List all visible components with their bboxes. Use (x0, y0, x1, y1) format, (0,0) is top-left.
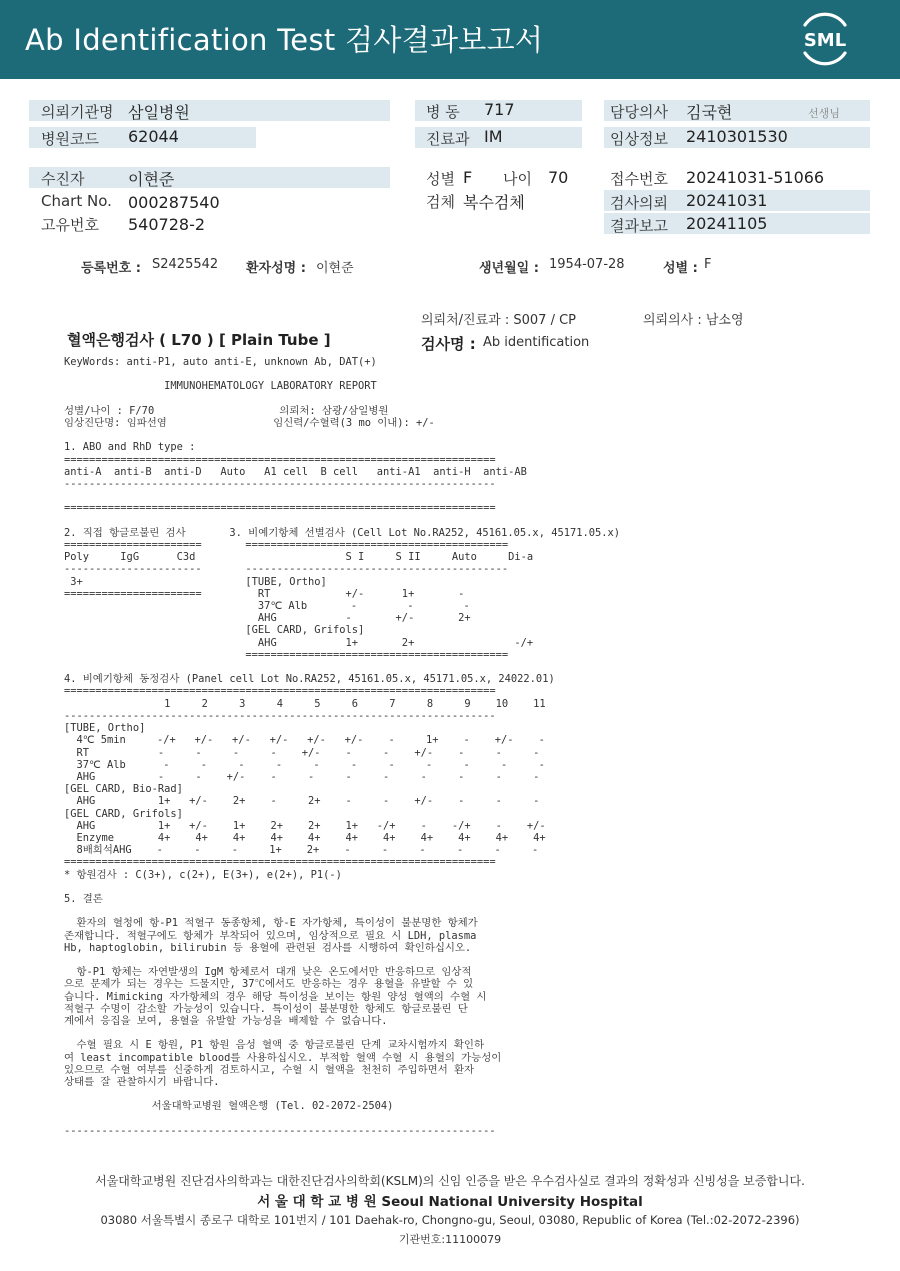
reg-label: 등록번호 : (81, 261, 141, 276)
doctor-suffix: 선생님 (808, 107, 840, 120)
ward-value: 717 (484, 100, 515, 119)
patient-value: 이현준 (128, 170, 175, 189)
report-header (0, 0, 900, 79)
certification-note: 서울대학교병원 진단검사의학과는 대한진단검사의학회(KSLM)의 신임 인증을 받은 우수검사실로 결과의 정확성과 신빙성을 보증합니다. (95, 1174, 805, 1188)
receipt-value: 20241031-51066 (686, 168, 825, 187)
test-value: Ab identification (483, 335, 590, 350)
doctor-value: 김국현 (686, 103, 733, 122)
patient-label: 수진자 (41, 170, 85, 188)
lab-report-text: KeyWords: anti-P1, auto anti-E, unknown Ab, DAT(+) IMMUNOHEMATOLOGY LABORATORY REPORT 성별/나이 : F/70 의뢰처: 삼광/삼일병원 임상진단명: 임파선염 임신력/수혈력(3 mo 이내): +/- 1. ABO and RhD type : ===================================================================== anti-A anti-B anti-D Auto A1 cell B cell anti-A1 anti-H anti-AB --------------------------------------------------------------------- ===================================================================== 2. 직접 항글로불린 검사 3. 비예기항체 선별검사 (Cell Lot No.RA252, 45161.05.x, 45171.05.x) ====================== ========================================== Poly IgG C3d S I S II Auto Di-a ---------------------- ------------------------------------------ 3+ [TUBE, Ortho] ====================== RT +/- 1+ - 37℃ Alb - - - AHG - +/- 2+ [GEL CARD, Grifols] AHG 1+ 2+ -/+ ========================================== 4. 비예기항체 동정검사 (Panel cell Lot No.RA252, 45161.05.x, 45171.05.x, 24022.01) ===================================================================== 1 2 3 4 5 6 7 8 9 10 11 --------------------------------------------------------------------- [TUBE, Ortho] 4℃ 5min -/+ +/- +/- +/- +/- +/- - 1+ - +/- - RT - - - - +/- - - +/- - - - 37℃ Alb - - - - - - - - - - - AHG - - +/- - - - - - - - - [GEL CARD, Bio-Rad] AHG 1+ +/- 2+ - 2+ - - +/- - - - [GEL CARD, Grifols] AHG 1+ +/- 1+ 2+ 2+ 1+ -/+ - -/+ - +/- Enzyme 4+ 4+ 4+ 4+ 4+ 4+ 4+ 4+ 4+ 4+ 4+ 8배희석AHG - - - 1+ 2+ - - - - - - ===================================================================== * 항원검사 : C(3+), c(2+), E(3+), e(2+), P1(-) 5. 결론 환자의 혈청에 항-P1 적혈구 동종항체, 항-E 자가항체, 특이성이 불분명한 항체가 존재합니다. 적혈구에도 항체가 부착되어 있으며, 임상적으로 필요 시 LDH, plasma Hb, haptoglobin, bilirubin 등 용혈에 관련된 검사를 시행하여 확인하십시오. 항-P1 항체는 자연발생의 IgM 항체로서 대개 낮은 온도에서만 반응하므로 임상적 으로 문제가 되는 경우는 드물지만, 37℃에서도 반응하는 경우 용혈을 유발할 수 있 습니다. Mimicking 자가항체의 경우 해당 특이성을 보이는 항원 양성 혈액의 수혈 시 적혈구 수명이 감소할 가능성이 있습니다. 특이성이 불분명한 항체도 항글로불린 단 계에서 응집을 보여, 용혈을 유발할 가능성을 배제할 수 없습니다. 수혈 필요 시 E 항원, P1 항원 음성 혈액 중 항글로불린 단계 교차시험까지 확인하 여 least incompatible blood를 사용하십시오. 부적합 혈액 수혈 시 용혈의 가능성이 있으므로 수혈 여부를 신중하게 검토하시고, 수혈 시 혈액을 천천히 주입하면서 환자 상태를 잘 관찰하시기 바랍니다. 서울대학교병원 혈액은행 (Tel. 02-2072-2504) --------------------------------------------------------------------- (64, 356, 621, 1137)
clinical-label: 임상정보 (610, 130, 668, 148)
institution-label: 의뢰기관명 (41, 103, 114, 121)
result-label: 결과보고 (610, 217, 668, 235)
sml-logo-icon (796, 12, 854, 66)
clinical-value: 2410301530 (686, 127, 788, 146)
unique-value: 540728-2 (128, 215, 206, 234)
svg-text:SML: SML (803, 30, 847, 51)
hospital-code-label: 병원코드 (41, 130, 99, 148)
request-value: 20241031 (686, 191, 768, 210)
hospital-code-value: 62044 (128, 127, 179, 146)
name-value: 이현준 (316, 261, 354, 276)
sex-value: F (463, 168, 473, 187)
request-doctor: 의뢰의사 : 남소영 (643, 313, 744, 328)
sex-label: 성별 (426, 170, 455, 188)
receipt-label: 접수번호 (610, 170, 668, 188)
ward-label: 병 동 (426, 103, 460, 121)
report-title: Ab Identification Test 검사결과보고서 (25, 23, 544, 57)
chart-label: Chart No. (41, 192, 112, 210)
hospital-address: 03080 서울특별시 종로구 대학로 101번지 / 101 Daehak-ro, Chongno-gu, Seoul, 03080, Republic of Korea (Tel.:02-2072-2396) (100, 1213, 800, 1227)
sex2-value: F (704, 257, 712, 272)
specimen-value: 복수검체 (463, 193, 525, 212)
age-label: 나이 (503, 170, 532, 188)
name-label: 환자성명 : (246, 261, 306, 276)
institution-value: 삼일병원 (128, 103, 190, 122)
reg-value: S2425542 (152, 257, 219, 272)
result-value: 20241105 (686, 214, 768, 233)
dept-label: 진료과 (426, 130, 470, 148)
dob-label: 생년월일 : (479, 261, 539, 276)
age-value: 70 (548, 168, 569, 187)
request-dept: 의뢰처/진료과 : S007 / CP (421, 313, 576, 328)
test-label: 검사명 : (421, 335, 476, 353)
sex2-label: 성별 : (663, 261, 698, 276)
doctor-label: 담당의사 (610, 103, 668, 121)
institution-number: 기관번호:11100079 (398, 1233, 502, 1246)
dept-value: IM (484, 127, 503, 146)
chart-value: 000287540 (128, 193, 220, 212)
hospital-name: 서 울 대 학 교 병 원 Seoul National University Hospital (257, 1194, 643, 1210)
request-label: 검사의뢰 (610, 194, 668, 212)
blood-bank-title: 혈액은행검사 ( L70 ) [ Plain Tube ] (67, 331, 331, 349)
unique-label: 고유번호 (41, 216, 99, 234)
specimen-label: 검체 (426, 193, 455, 211)
dob-value: 1954-07-28 (549, 257, 625, 272)
